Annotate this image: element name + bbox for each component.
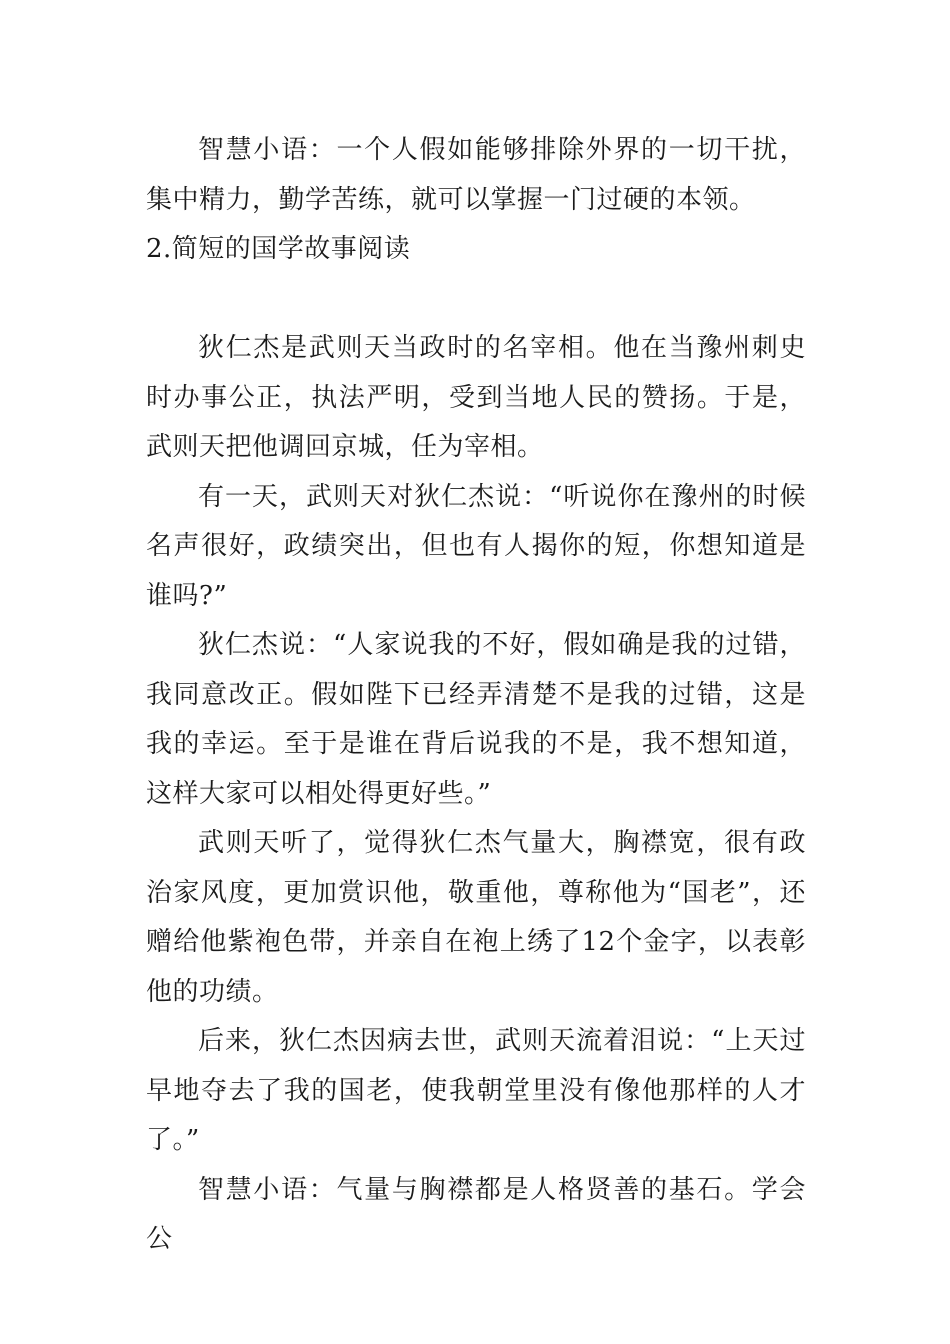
document-body [146,126,806,1265]
section-heading: 2.简短的国学故事阅读 [146,234,411,264]
story-paragraph: 武则天听了，觉得狄仁杰气量大，胸襟宽，很有政治家风度，更加赏识他，敬重他，尊称他为“国老”，还赠给他紫袍色带，并亲自在袍上绣了12个金字，以表彰他的功绩。 [146,828,806,1007]
story-paragraph: 狄仁杰是武则天当政时的名宰相。他在当豫州刺史时办事公正，执法严明，受到当地人民的赞扬。于是，武则天把他调回京城，任为宰相。 [146,333,806,462]
story-paragraph: 狄仁杰说：“人家说我的不好，假如确是我的过错，我同意改正。假如陛下已经弄清楚不是我的过错，这是我的幸运。至于是谁在背后说我的不是，我不想知道，这样大家可以相处得更好些。” [146,630,806,809]
story-paragraph: 后来，狄仁杰因病去世，武则天流着泪说：“上天过早地夺去了我的国老，使我朝堂里没有像他那样的人才了。” [146,1026,806,1155]
blank-line [146,275,806,325]
story-paragraph: 有一天，武则天对狄仁杰说：“听说你在豫州的时候名声很好，政绩突出，但也有人揭你的短，你想知道是谁吗?” [146,481,806,611]
wisdom-paragraph: 智慧小语：气量与胸襟都是人格贤善的基石。学会公 [146,1174,806,1254]
wisdom-paragraph: 智慧小语：一个人假如能够排除外界的一切干扰，集中精力，勤学苦练，就可以掌握一门过硬的本领。 [146,135,806,215]
